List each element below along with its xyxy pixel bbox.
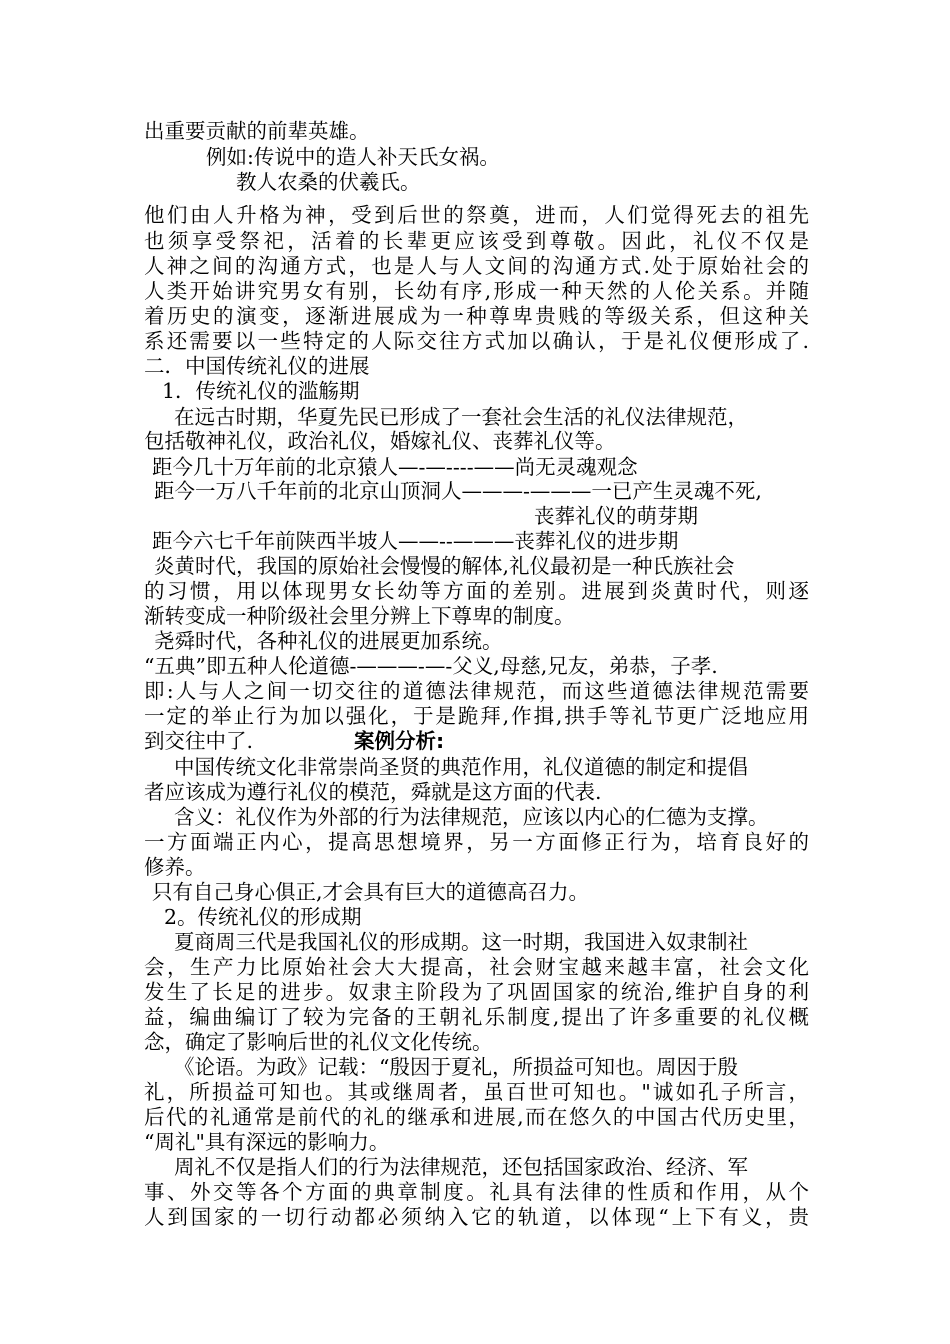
line-text: 人神之间的沟通方式，也是人与人文间的沟通方式.处于原始社会的 [144, 254, 809, 278]
line-text: 二．中国传统礼仪的进展 [144, 354, 370, 378]
text-line [144, 354, 809, 379]
text-line [144, 429, 809, 454]
text-line [174, 1055, 809, 1080]
line-text: 念，确定了影响后世的礼仪文化传统。 [144, 1030, 493, 1054]
text-line [174, 805, 809, 830]
line-text: 人到国家的一切行动都必须纳入它的轨道，以体现“上下有义，贵 [144, 1205, 809, 1229]
line-text: 在远古时期，华夏先民已形成了一套社会生活的礼仪法律规范， [174, 405, 748, 429]
text-line [236, 170, 809, 195]
line-text: 系还需要以一些特定的人际交往方式加以确认，于是礼仪便形成了. [144, 329, 809, 353]
line-text: 人类开始讲究男女有别，长幼有序,形成一种天然的人伦关系。并随 [144, 279, 809, 303]
text-line [144, 855, 809, 880]
text-line [144, 1130, 809, 1155]
text-line [154, 554, 809, 579]
text-line [144, 1030, 809, 1055]
text-line [164, 905, 809, 930]
text-line [144, 203, 809, 228]
line-text: 出重要贡献的前辈英雄。 [144, 119, 370, 143]
line-text: 即:人与人之间一切交往的道德法律规范，而这些道德法律规范需要 [144, 679, 809, 703]
line-text: 渐转变成一种阶级社会里分辨上下尊卑的制度。 [144, 604, 575, 628]
line-text: 事、外交等各个方面的典章制度。礼具有法律的性质和作用，从个 [144, 1180, 809, 1204]
line-text: 只有自己身心俱正,才会具有巨大的道德高召力。 [152, 880, 590, 904]
line-text: 周礼不仅是指人们的行为法律规范，还包括国家政治、经济、军 [174, 1155, 748, 1179]
line-text: 礼，所损益可知也。其或继周者，虽百世可知也。"诚如孔子所言， [144, 1080, 809, 1104]
text-line [152, 455, 809, 480]
text-line [144, 119, 809, 144]
text-line [144, 980, 809, 1005]
text-line [152, 880, 809, 905]
text-line [144, 1105, 809, 1130]
text-line [144, 780, 809, 805]
text-line [144, 704, 809, 729]
line-text: 一方面端正内心，提高思想境界，另一方面修正行为，培育良好的 [144, 830, 809, 854]
line-text: 距今一万八千年前的北京山顶洞人———-———一已产生灵魂不死, [154, 479, 762, 503]
text-line [144, 1080, 809, 1105]
line-text: 一定的举止行为加以强化，于是跪拜,作揖,拱手等礼节更广泛地应用 [144, 704, 809, 728]
text-line [174, 930, 809, 955]
text-line [534, 504, 809, 529]
line-text: 会，生产力比原始社会大大提高，社会财宝越来越丰富，社会文化 [144, 955, 809, 979]
line-text: 的习惯，用以体现男女长幼等方面的差别。进展到炎黄时代，则逐 [144, 579, 809, 603]
case-analysis-heading: 案例分析: [354, 729, 445, 753]
line-text: 距今几十万年前的北京猿人—-—----——尚无灵魂观念 [152, 455, 638, 479]
line-text: 教人农桑的伏羲氏。 [236, 170, 421, 194]
line-text: 2。传统礼仪的形成期 [164, 905, 362, 929]
line-text: 炎黄时代，我国的原始社会慢慢的解体,礼仪最初是一种氏族社会 [154, 554, 735, 578]
text-line [144, 604, 809, 629]
line-text: 中国传统文化非常崇尚圣贤的典范作用，礼仪道德的制定和提倡 [174, 755, 748, 779]
line-text: 也须享受祭祀，活着的长辈更应该受到尊敬。因此，礼仪不仅是 [144, 229, 809, 253]
text-line [144, 579, 809, 604]
text-line [162, 379, 809, 404]
line-text: “五典”即五种人伦道德-———-—-父义,母慈,兄友，弟恭，子孝. [144, 654, 718, 678]
text-line [144, 830, 809, 855]
text-line [174, 405, 809, 430]
text-line [144, 1205, 809, 1230]
line-text: 修养。 [144, 855, 206, 879]
line-text: 距今六七千年前陕西半坡人——--———丧葬礼仪的进步期 [152, 529, 679, 553]
line-text: 到交往中了. [144, 729, 254, 753]
text-line [144, 1180, 809, 1205]
line-text: 夏商周三代是我国礼仪的形成期。这一时期，我国进入奴隶制社 [174, 930, 748, 954]
text-line [144, 329, 809, 354]
text-line [144, 1005, 809, 1030]
text-line [144, 955, 809, 980]
line-text: 者应该成为遵行礼仪的模范，舜就是这方面的代表. [144, 780, 602, 804]
line-text: 包括敬神礼仪，政治礼仪，婚嫁礼仪、丧葬礼仪等。 [144, 429, 616, 453]
line-text: 尧舜时代，各种礼仪的进展更加系统。 [154, 629, 503, 653]
line-text: 例如:传说中的造人补天氏女祸。 [206, 145, 500, 169]
line-text: 含义：礼仪作为外部的行为法律规范，应该以内心的仁德为支撑。 [174, 805, 769, 829]
text-line [144, 679, 809, 704]
line-text: 着历史的演变，逐渐进展成为一种尊卑贵贱的等级关系，但这种关 [144, 304, 809, 328]
line-text: 他们由人升格为神，受到后世的祭奠，进而，人们觉得死去的祖先 [144, 203, 809, 227]
text-line [174, 1155, 809, 1180]
text-line [174, 755, 809, 780]
text-line [144, 729, 809, 754]
line-text: 丧葬礼仪的萌芽期 [534, 504, 698, 528]
line-text: 《论语。为政》记载：“殷因于夏礼，所损益可知也。周因于殷 [174, 1055, 738, 1079]
line-text: 后代的礼通常是前代的礼的继承和进展,而在悠久的中国古代历史里， [144, 1105, 809, 1129]
line-text: 1．传统礼仪的滥觞期 [162, 379, 360, 403]
line-text: “周礼"具有深远的影响力。 [144, 1130, 390, 1154]
line-text: 益，编曲编订了较为完备的王朝礼乐制度,提出了许多重要的礼仪概 [144, 1005, 809, 1029]
text-line [206, 145, 809, 170]
text-line [152, 529, 809, 554]
text-line [144, 279, 809, 304]
line-text: 发生了长足的进步。奴隶主阶段为了巩固国家的统治,维护自身的利 [144, 980, 809, 1004]
text-line [144, 254, 809, 279]
text-line [144, 654, 809, 679]
text-line [154, 629, 809, 654]
text-line [144, 304, 809, 329]
text-line [144, 229, 809, 254]
text-line [154, 479, 809, 504]
